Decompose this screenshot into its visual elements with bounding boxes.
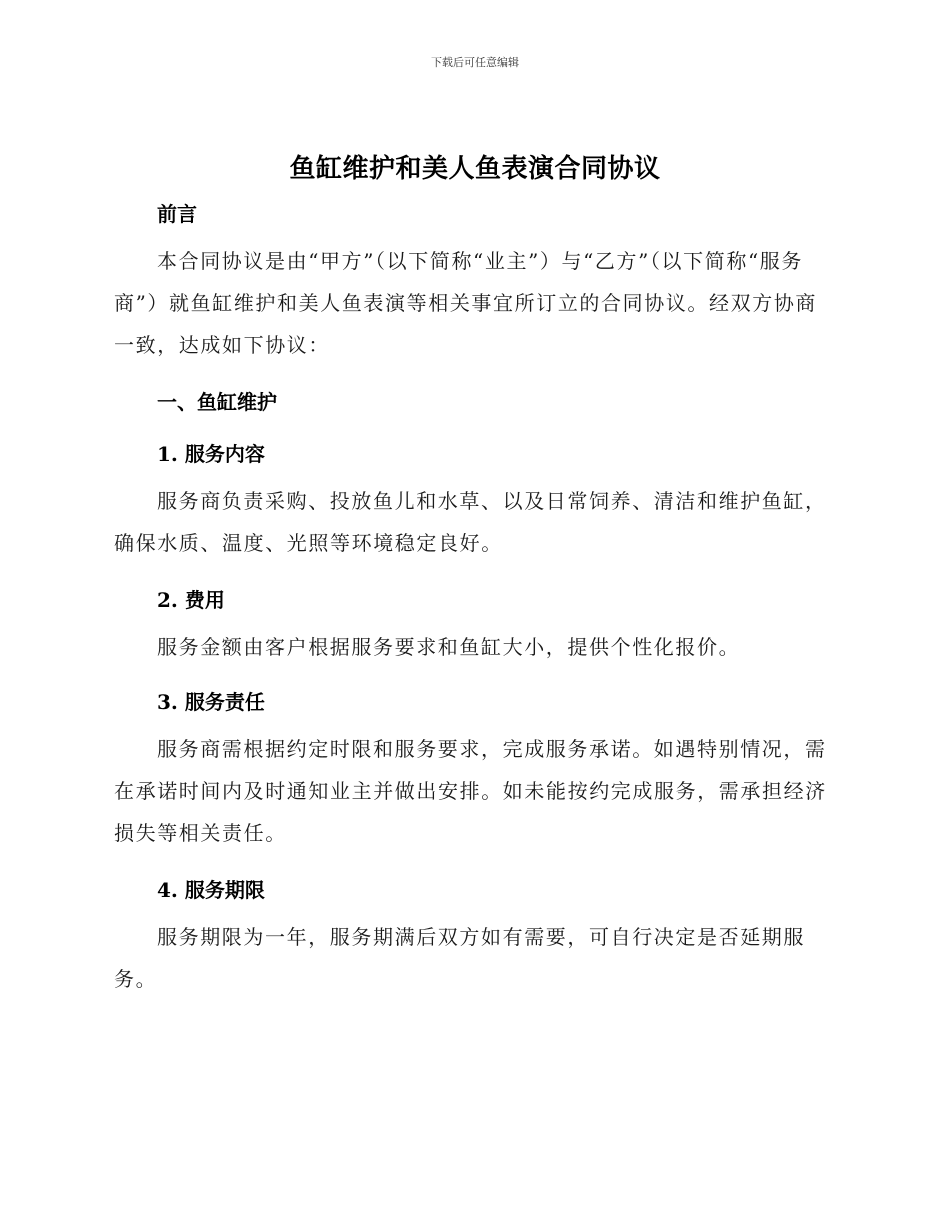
- paragraph-responsibility: 服务商需根据约定时限和服务要求，完成服务承诺。如遇特别情况，需在承诺时间内及时通知业主并做出安排。如未能按约完成服务，需承担经济损失等相关责任。: [114, 737, 827, 845]
- paragraph-fees: 服务金额由客户根据服务要求和鱼缸大小，提供个性化报价。: [157, 635, 741, 659]
- preface-heading: 前言: [157, 202, 197, 226]
- subsection-heading-service-content: 1. 服务内容: [157, 442, 265, 466]
- preface-paragraph: 本合同协议是由“甲方”（以下简称“业主”）与“乙方”（以下简称“服务商”）就鱼缸维护和美人鱼表演等相关事宜所订立的合同协议。经双方协商一致，达成如下协议：: [114, 249, 818, 357]
- section-heading-fish-tank: 一、鱼缸维护: [157, 390, 277, 414]
- subsection-heading-responsibility: 3. 服务责任: [157, 690, 265, 714]
- subsection-heading-service-term: 4. 服务期限: [157, 878, 265, 902]
- subsection-heading-fees: 2. 费用: [157, 588, 225, 612]
- header-note: 下载后可任意编辑: [431, 56, 519, 69]
- paragraph-service-content: 服务商负责采购、投放鱼儿和水草、以及日常饲养、清洁和维护鱼缸，确保水质、温度、光照等环境稳定良好。: [114, 489, 827, 555]
- document-title: 鱼缸维护和美人鱼表演合同协议: [289, 154, 661, 184]
- paragraph-service-term: 服务期限为一年，服务期满后双方如有需要，可自行决定是否延期服务。: [114, 925, 805, 991]
